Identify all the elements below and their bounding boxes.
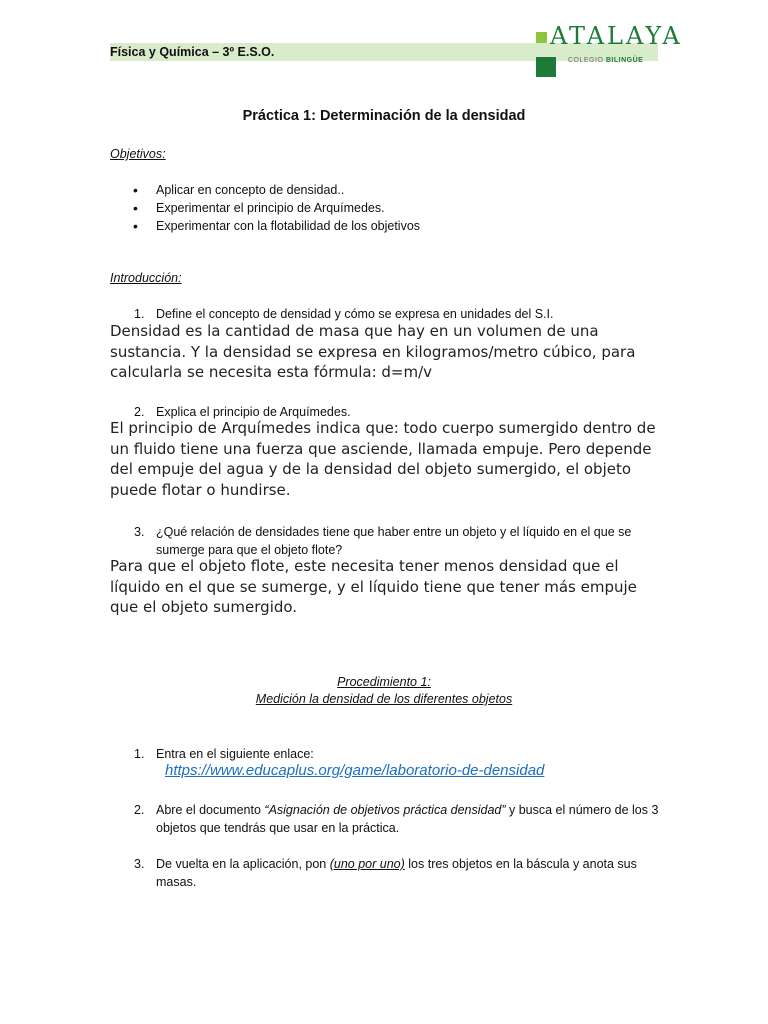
procedure-step-2 [110,801,660,837]
logo-square-light [536,32,547,43]
step-text-a: Abre el documento [156,803,265,817]
question-number: 1. [134,307,145,321]
step-number: 3. [134,857,145,871]
question-text: ¿Qué relación de densidades tiene que haber entre un objeto y el líquido en el que se sumerge para que el objeto flote? [156,525,632,557]
answer-2: El principio de Arquímedes indica que: todo cuerpo sumergido dentro de un fluido tiene una fuerza que asciende, llamada empuje. Pero depende del empuje del agua y de la densidad del objeto sumergido, el objeto puede flotar o hundirse. [110,419,656,499]
answer-1: Densidad es la cantidad de masa que hay en un volumen de una sustancia. Y la densidad se expresa en kilogramos/metro cúbico, para calcularla se necesita esta fórmula: d=m/v [110,322,636,381]
procedure-title: Procedimiento 1: [337,675,431,689]
introduction-label: Introducción: [110,271,182,285]
objective-item: • Experimentar el principio de Arquímedes. [110,199,420,217]
document-name: “Asignación de objetivos práctica densidad” [264,803,506,817]
logo-subtitle [568,57,643,64]
page-title: Práctica 1: Determinación de la densidad [242,108,526,124]
step-text-b: los tres objetos en la báscula y anota sus masas. [156,857,637,889]
step-number: 1. [134,747,145,761]
logo-sub-a: COLEGIO [568,57,604,64]
objectives-label: Objetivos: [110,147,166,161]
objective-item: • Experimentar con la flotabilidad de los objetivos [110,217,420,235]
question-text: Define el concepto de densidad y cómo se expresa en unidades del S.I. [156,307,554,321]
objectives-list [110,181,420,235]
procedure-subtitle: Medición la densidad de los diferentes objetos [255,692,513,706]
subject-header: Física y Química – 3º E.S.O. [110,45,275,59]
logo-wordmark: ATALAYA [550,22,683,50]
logo-square-dark [536,57,556,77]
step-text-b: y busca el número de los 3 objetos que tendrás que usar en la práctica. [156,803,659,835]
objective-item: • Aplicar en concepto de densidad.. [110,181,420,199]
school-logo [536,22,683,80]
density-lab-link[interactable]: https://www.educaplus.org/game/laboratorio-de-densidad [165,762,545,779]
answer-3: Para que el objeto flote, este necesita tener menos densidad que el líquido en el que se sumerge, y el líquido tiene que tener más empuje que el objeto sumergido. [110,557,637,616]
question-number: 3. [134,525,145,539]
step-text [156,801,660,837]
step-text-a: De vuelta en la aplicación, pon [156,857,330,871]
logo-sub-b: BILINGÜE [605,57,644,64]
question-text: Explica el principio de Arquímedes. [156,405,351,419]
question-3 [110,523,660,559]
procedure-step-1 [110,745,660,763]
step-text: Entra en el siguiente enlace: [156,747,314,761]
emphasis-text: (uno por uno) [329,857,405,871]
question-number: 2. [134,405,145,419]
step-number: 2. [134,803,145,817]
step-text [156,855,660,891]
procedure-step-3 [110,855,660,891]
